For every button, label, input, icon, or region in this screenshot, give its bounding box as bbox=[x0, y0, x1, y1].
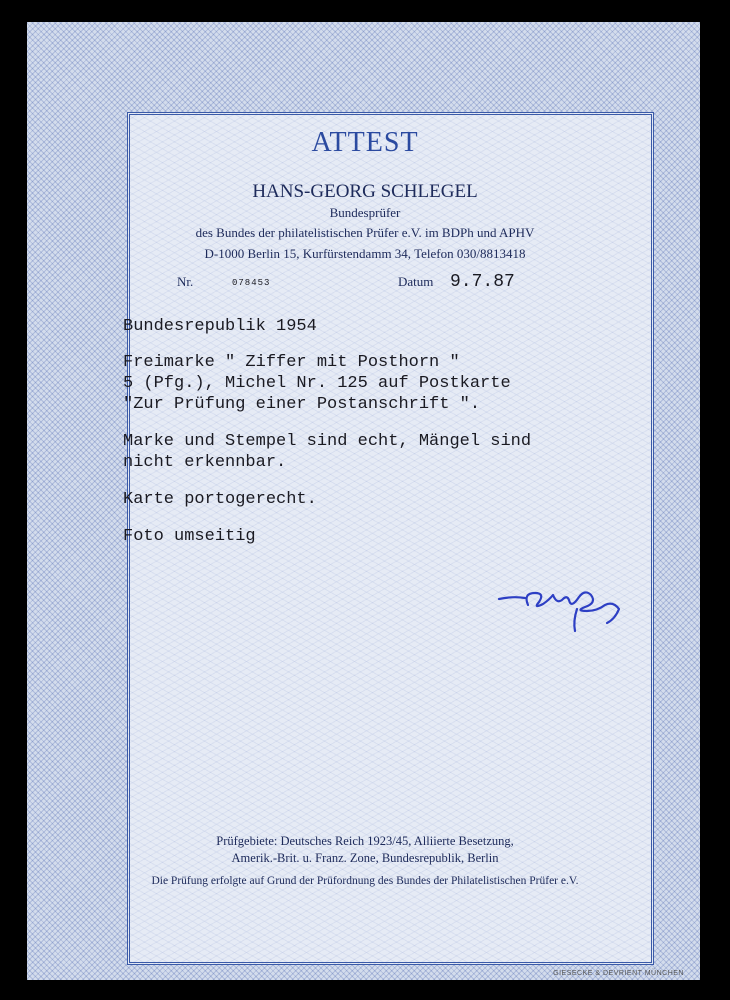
certificate-title: ATTEST bbox=[311, 127, 419, 158]
datum-label: Datum bbox=[398, 274, 434, 289]
stamp-country-year: Bundesrepublik 1954 bbox=[123, 317, 317, 336]
examiner-association: des Bundes der philatelistischen Prüfer e.V. im BDPh und APHV bbox=[195, 225, 535, 240]
certificate-number: 078453 bbox=[232, 278, 271, 288]
examiner-address: D-1000 Berlin 15, Kurfürstendamm 34, Telefon 030/8813418 bbox=[204, 246, 526, 261]
nr-label: Nr. bbox=[177, 274, 194, 289]
postage-note: Karte portogerecht. bbox=[123, 490, 317, 509]
printer-imprint: GIESECKE & DEVRIENT MÜNCHEN bbox=[553, 970, 684, 977]
footer-examination-areas-1: Prüfgebiete: Deutsches Reich 1923/45, Alliierte Besetzung, bbox=[216, 834, 514, 848]
verdict-line-2: nicht erkennbar. bbox=[123, 453, 287, 472]
footer-regulation-note: Die Prüfung erfolgte auf Grund der Prüfordnung des Bundes der Philatelistischen Prüfer e.V. bbox=[151, 875, 579, 887]
description-line-3: "Zur Prüfung einer Postanschrift ". bbox=[123, 395, 481, 414]
examiner-name: HANS-GEORG SCHLEGEL bbox=[252, 181, 478, 202]
verdict-line-1: Marke und Stempel sind echt, Mängel sind bbox=[123, 432, 532, 451]
signature-icon bbox=[495, 585, 625, 635]
photo-note: Foto umseitig bbox=[123, 527, 256, 546]
footer-examination-areas-2: Amerik.-Brit. u. Franz. Zone, Bundesrepublik, Berlin bbox=[231, 851, 499, 865]
examiner-role: Bundesprüfer bbox=[329, 205, 401, 220]
description-line-1: Freimarke " Ziffer mit Posthorn " bbox=[123, 353, 460, 372]
description-line-2: 5 (Pfg.), Michel Nr. 125 auf Postkarte bbox=[123, 374, 511, 393]
certificate-date: 9.7.87 bbox=[450, 272, 515, 292]
